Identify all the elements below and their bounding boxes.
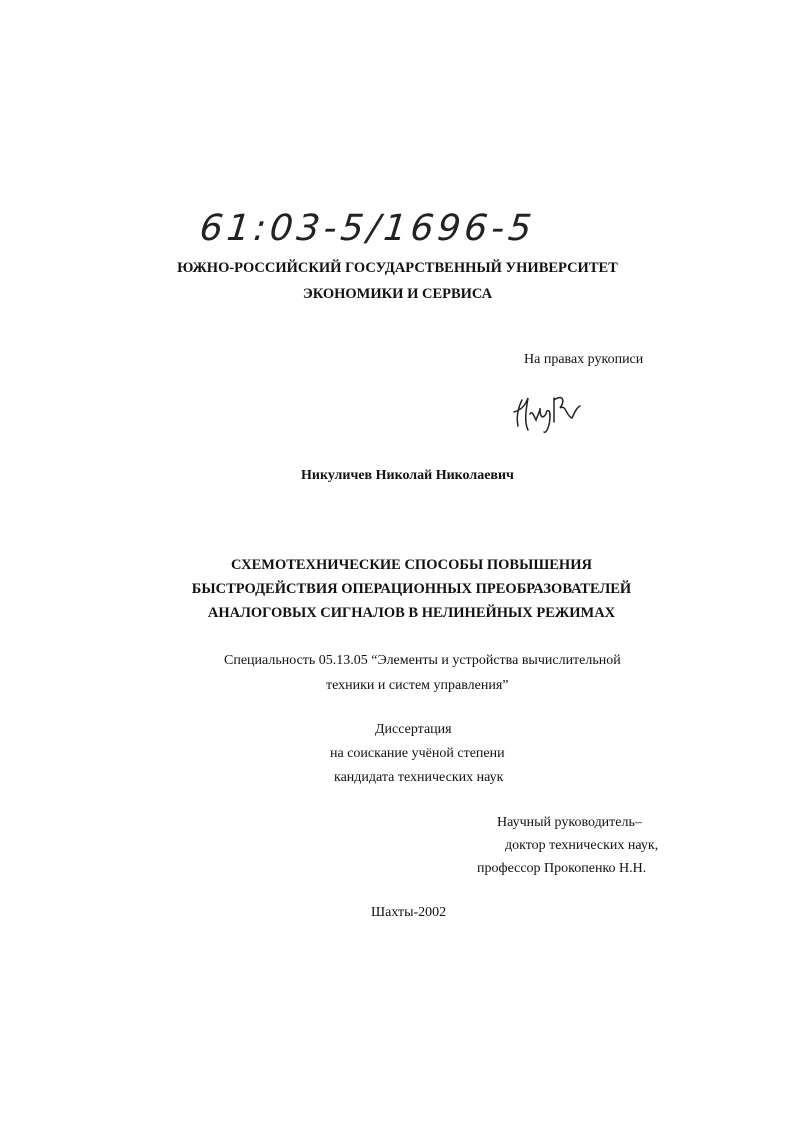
degree-line2: на соискание учёной степени — [330, 746, 505, 761]
advisor-line1: Научный руководитель– — [497, 815, 642, 830]
university-name-line1: ЮЖНО-РОССИЙСКИЙ ГОСУДАРСТВЕННЫЙ УНИВЕРСИТЕТ — [177, 260, 618, 276]
specialty-line2: техники и систем управления” — [326, 678, 509, 693]
handwritten-archive-number: 61:03-5/1696-5 — [197, 208, 538, 249]
dissertation-title-line1: СХЕМОТЕХНИЧЕСКИЕ СПОСОБЫ ПОВЫШЕНИЯ — [231, 557, 592, 573]
advisor-line3: профессор Прокопенко Н.Н. — [477, 861, 647, 876]
dissertation-title-line2: БЫСТРОДЕЙСТВИЯ ОПЕРАЦИОННЫХ ПРЕОБРАЗОВАТЕЛЕЙ — [191, 581, 632, 597]
dissertation-title-line3: АНАЛОГОВЫХ СИГНАЛОВ В НЕЛИНЕЙНЫХ РЕЖИМАХ — [207, 605, 616, 621]
place-and-year: Шахты-2002 — [371, 905, 447, 920]
advisor-line2: доктор технических наук, — [505, 838, 659, 853]
rights-note: На правах рукописи — [524, 352, 644, 367]
degree-line3: кандидата технических наук — [334, 770, 504, 785]
author-signature — [510, 386, 600, 436]
specialty-line1: Специальность 05.13.05 “Элементы и устройства вычислительной — [224, 653, 621, 668]
university-name-line2: ЭКОНОМИКИ И СЕРВИСА — [302, 286, 493, 302]
degree-line1: Диссертация — [375, 722, 452, 737]
author-name: Никуличев Николай Николаевич — [301, 468, 514, 483]
